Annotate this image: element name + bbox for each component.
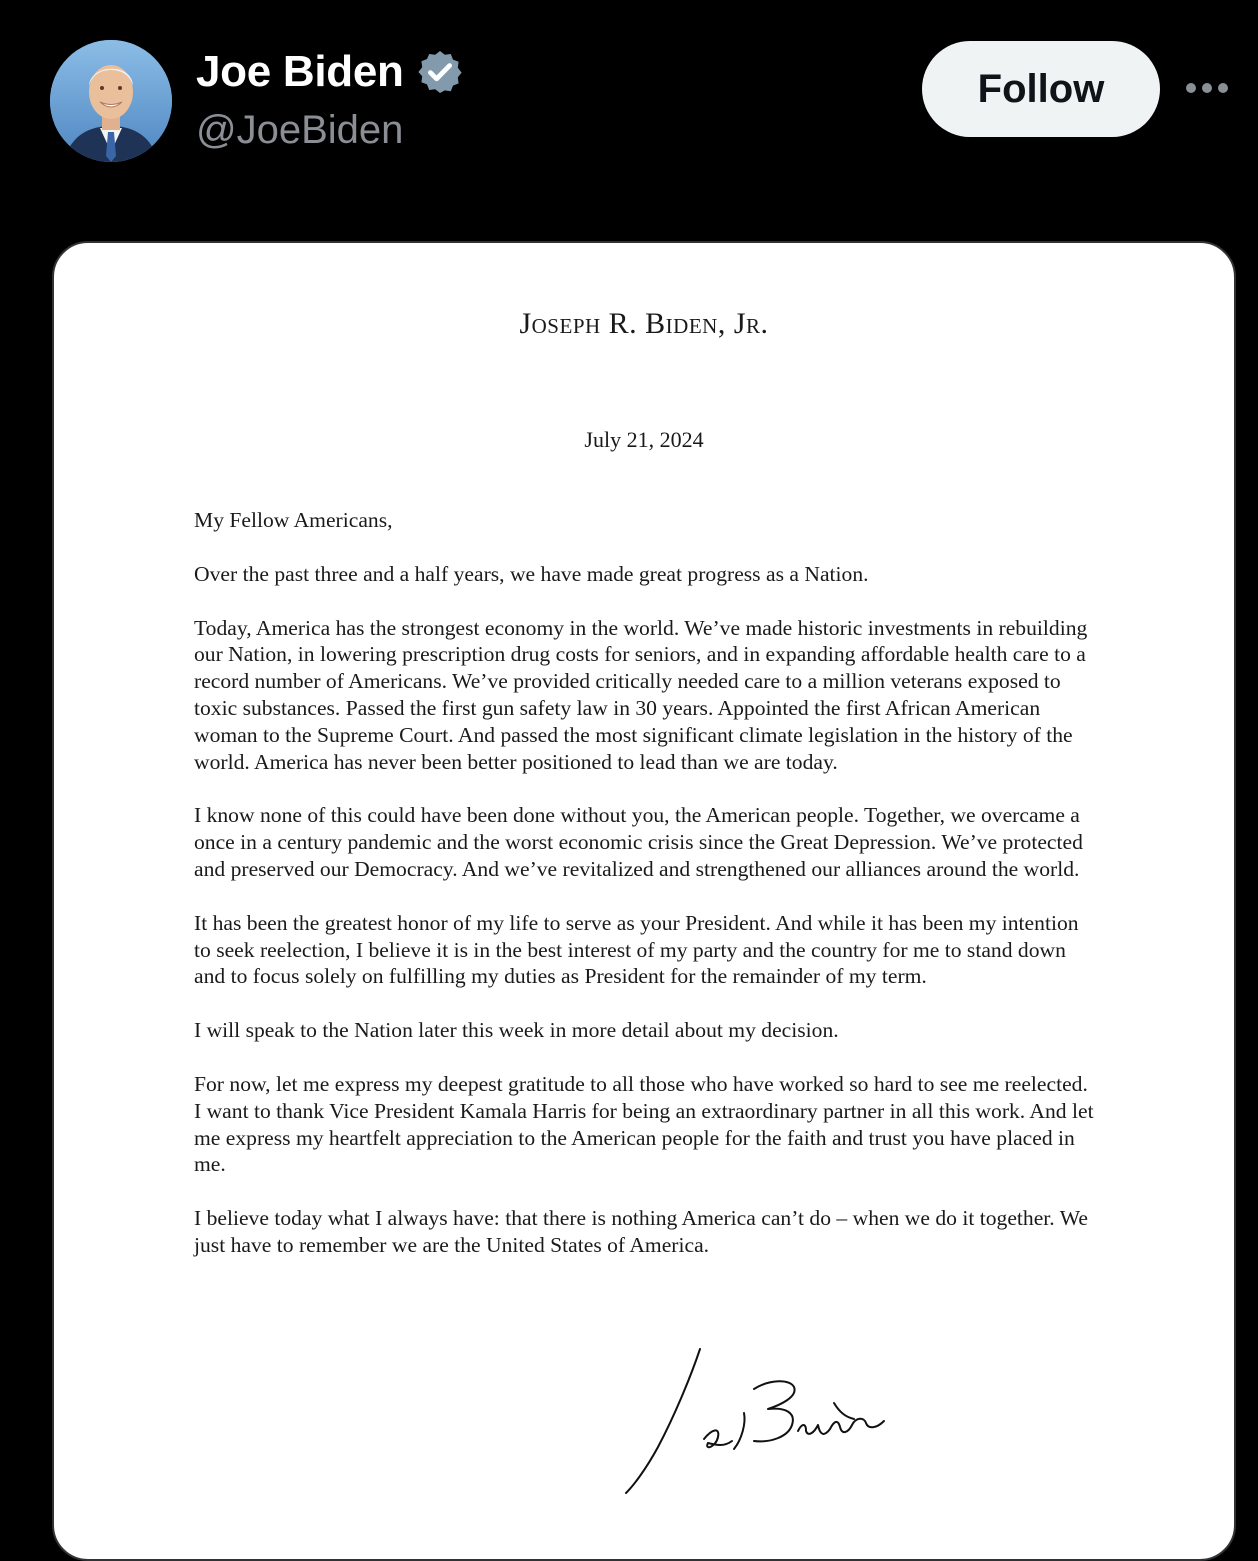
ellipsis-dot <box>1202 83 1212 93</box>
letter-paragraph: Today, America has the strongest economy in the world. We’ve made historic investments in rebuilding our Nation, in lowering prescription drug costs for seniors, and in expanding affordable health care to a record number of Americans. We’ve provided critically needed care to a million veterans exposed to toxic substances. Passed the first gun safety law in 30 years. Appointed the first African American woman to the Supreme Court. And passed the most significant climate legislation in the history of the world. America has never been better positioned to lead than we are today. <box>194 615 1088 774</box>
avatar[interactable] <box>50 40 172 162</box>
verified-badge-icon <box>416 48 464 96</box>
letter-date: July 21, 2024 <box>584 427 704 452</box>
attached-letter-image[interactable] <box>52 241 1236 1561</box>
ellipsis-dot <box>1186 83 1196 93</box>
salutation: My Fellow Americans, <box>194 508 393 532</box>
letter-paragraph: I will speak to the Nation later this week in more detail about my decision. <box>194 1018 839 1043</box>
ellipsis-dot <box>1218 83 1228 93</box>
follow-button[interactable]: Follow <box>922 41 1160 137</box>
letter-paragraph: It has been the greatest honor of my life to serve as your President. And while it has been my intention to seek reelection, I believe it is in the best interest of my party and the country for me to stand down and to focus solely on fulfilling my duties as President for the remainder of my term. <box>194 910 1079 989</box>
signature <box>584 1343 904 1513</box>
letter-paragraph: I believe today what I always have: that there is nothing America can’t do – when we do it together. We just have to remember we are the United States of America. <box>194 1206 1088 1257</box>
letter-paragraph: I know none of this could have been done without you, the American people. Together, we overcame a once in a century pandemic and the worst economic crisis since the Great Depression. We’ve protected and preserved our Democracy. And we’ve revitalized and strengthened our alliances around the world. <box>194 803 1083 881</box>
user-handle[interactable]: @JoeBiden <box>196 108 404 152</box>
display-name[interactable]: Joe Biden <box>196 47 404 96</box>
name-row <box>196 44 464 100</box>
letter-paragraph: For now, let me express my deepest gratitude to all those who have worked so hard to see me reelected. I want to thank Vice President Kamala Harris for being an extraordinary partner in all this work. And let me express my heartfelt appreciation to the American people for the faith and trust you have placed in me. <box>194 1071 1094 1177</box>
letter-body <box>194 507 1094 1286</box>
tweet-header <box>0 0 1258 240</box>
letterhead: Joseph R. Biden, Jr. <box>519 307 769 340</box>
profile-photo <box>50 40 172 162</box>
letter-paragraph: Over the past three and a half years, we have made great progress as a Nation. <box>194 561 869 586</box>
ellipsis-icon[interactable] <box>1186 80 1234 100</box>
